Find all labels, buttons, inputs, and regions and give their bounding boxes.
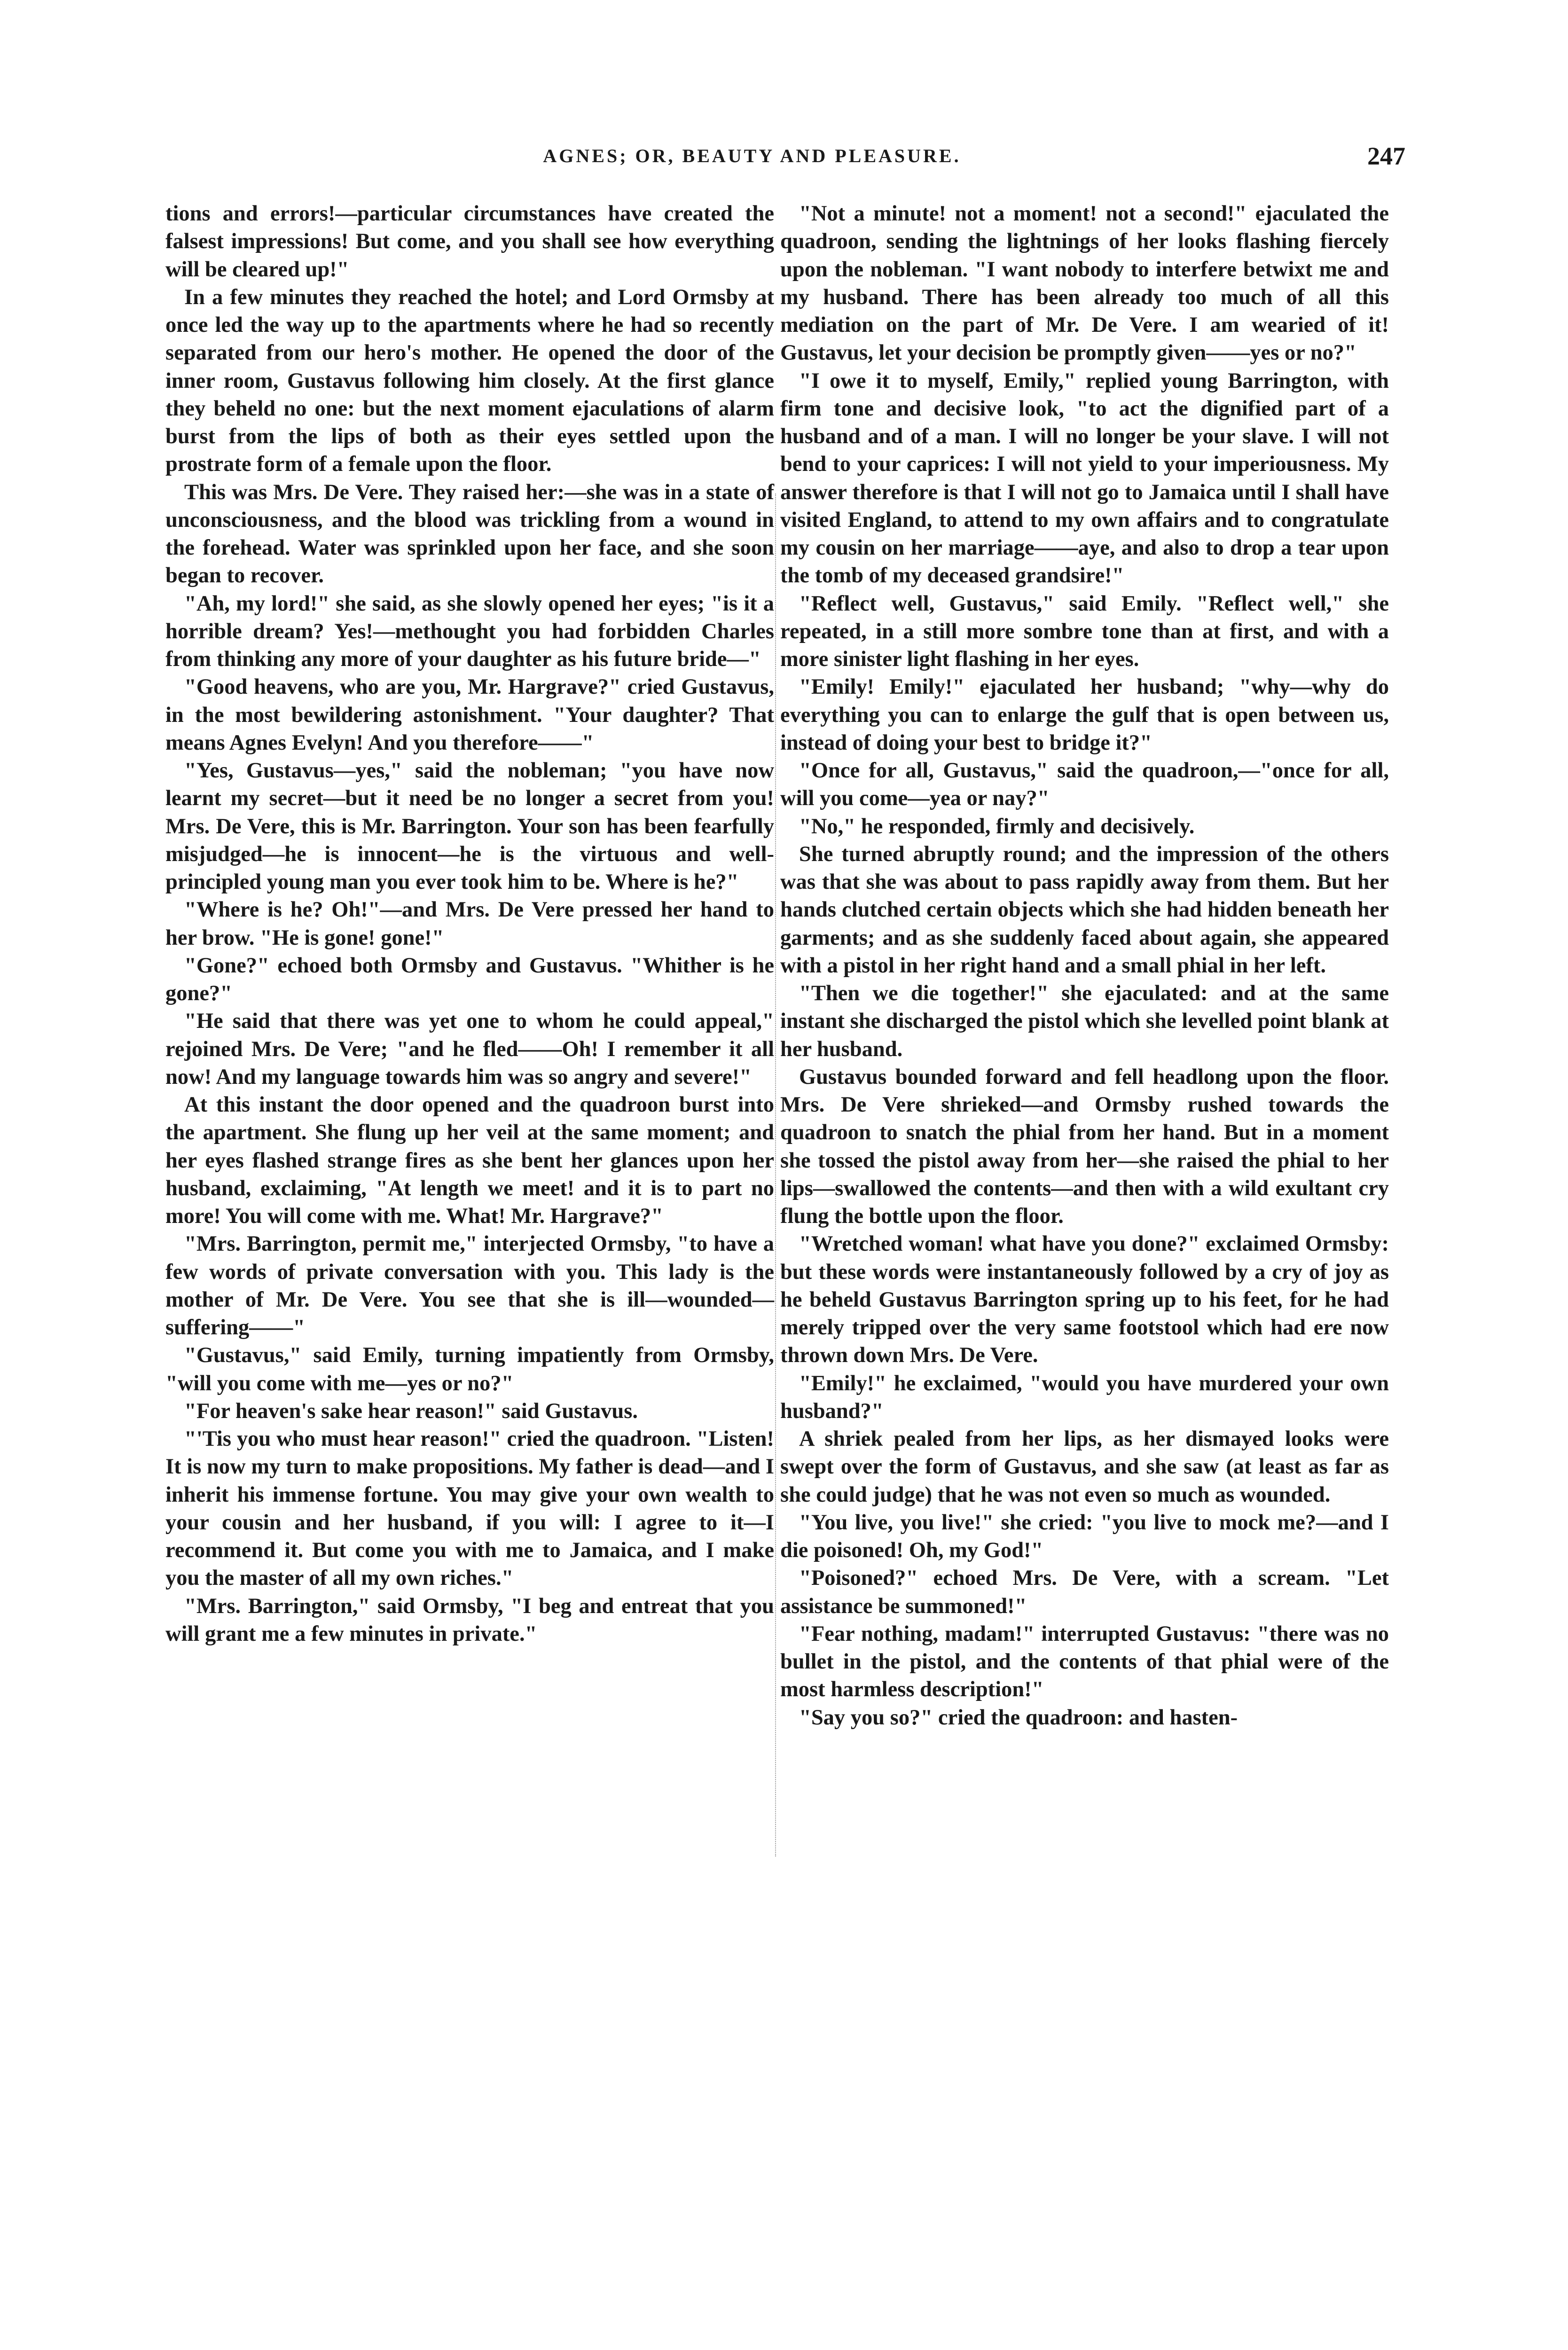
page-number: 247 xyxy=(1367,142,1405,170)
column-divider xyxy=(775,494,777,1856)
paragraph: "For heaven's sake hear reason!" said Gustavus. xyxy=(184,1399,638,1423)
paragraph: "Where is he? Oh!"—and Mrs. De Vere pressed her hand to her brow. "He is gone! gone!" xyxy=(165,898,774,950)
running-title: AGNES; OR, BEAUTY AND PLEASURE. xyxy=(543,145,961,166)
paragraph: "Emily! Emily!" ejaculated her husband; "why—why do everything you can to enlarge the gulf that is open between us, instead of doing your best to bridge it?" xyxy=(780,675,1389,755)
paragraph: "Wretched woman! what have you done?" exclaimed Ormsby: but these words were instantaneously followed by a cry of joy as he beheld Gustavus Barrington spring up to his feet, for he had merely tripped over the very same footstool which had ere now thrown down Mrs. De Vere. xyxy=(780,1232,1389,1368)
paragraph: "Gone?" echoed both Ormsby and Gustavus. "Whither is he gone?" xyxy=(165,953,774,1005)
paragraph: A shriek pealed from her lips, as her dismayed looks were swept over the form of Gustavus, and she saw (at least as far as she could judge) that he was not even so much as wounded. xyxy=(780,1427,1389,1507)
left-column xyxy=(165,200,774,1648)
paragraph: "Once for all, Gustavus," said the quadroon,—"once for all, will you come—yea or nay?" xyxy=(780,759,1389,811)
paragraph: "Good heavens, who are you, Mr. Hargrave?" cried Gustavus, in the most bewildering astonishment. "Your daughter? That means Agnes Evelyn! And you therefore——" xyxy=(165,675,774,755)
paragraph: "Mrs. Barrington, permit me," interjected Ormsby, "to have a few words of private conversation with you. This lady is the mother of Mr. De Vere. You see that she is ill—wounded—suffering——" xyxy=(165,1232,774,1340)
paragraph: "Then we die together!" she ejaculated: and at the same instant she discharged the pistol which she levelled point blank at her husband. xyxy=(780,981,1389,1061)
paragraph: "Mrs. Barrington," said Ormsby, "I beg and entreat that you will grant me a few minutes in private." xyxy=(165,1594,774,1646)
right-column xyxy=(780,200,1389,1731)
paragraph: This was Mrs. De Vere. They raised her:—she was in a state of unconsciousness, and the blood was trickling from a wound in the forehead. Water was sprinkled upon her face, and she soon began to recover. xyxy=(165,480,774,588)
paragraph: "Yes, Gustavus—yes," said the nobleman; "you have now learnt my secret—but it need be no longer a secret from you! Mrs. De Vere, this is Mr. Barrington. Your son has been fearfully misjudged—he is innocent—he is the virtuous and well-principled young man you ever took him to be. Where is he?" xyxy=(165,759,774,894)
paragraph: "Ah, my lord!" she said, as she slowly opened her eyes; "is it a horrible dream? Yes!—methought you had forbidden Charles from thinking any more of your daughter as his future bride—" xyxy=(165,591,774,671)
paragraph: "Poisoned?" echoed Mrs. De Vere, with a scream. "Let assistance be summoned!" xyxy=(780,1566,1389,1618)
paragraph: "No," he responded, firmly and decisively. xyxy=(799,814,1195,838)
paragraph: "Not a minute! not a moment! not a second!" ejaculated the quadroon, sending the lightnings of her looks flashing fiercely upon the nobleman. "I want nobody to interfere betwixt me and my husband. There has been already too much of all this mediation on the part of Mr. De Vere. I am wearied of it! Gustavus, let your decision be promptly given——yes or no?" xyxy=(780,202,1389,365)
paragraph: At this instant the door opened and the quadroon burst into the apartment. She flung up her veil at the same moment; and her eyes flashed strange fires as she bent her glances upon her husband, exclaiming, "At length we meet! and it is to part no more! You will come with me. What! Mr. Hargrave?" xyxy=(165,1093,774,1228)
paragraph: "You live, you live!" she cried: "you live to mock me?—and I die poisoned! Oh, my God!" xyxy=(780,1510,1389,1562)
paragraph: tions and errors!—particular circumstances have created the falsest impressions! But come, and you shall see how everything will be cleared up!" xyxy=(165,202,774,282)
paragraph: "Emily!" he exclaimed, "would you have murdered your own husband?" xyxy=(780,1371,1389,1423)
paragraph: Gustavus bounded forward and fell headlong upon the floor. Mrs. De Vere shrieked—and Ormsby rushed towards the quadroon to snatch the phial from her hand. But in a moment she tossed the pistol away from her—she raised the phial to her lips—swallowed the contents—and then with a wild exultant cry flung the bottle upon the floor. xyxy=(780,1065,1389,1228)
paragraph: "Reflect well, Gustavus," said Emily. "Reflect well," she repeated, in a still more sombre tone than at first, and with a more sinister light flashing in her eyes. xyxy=(780,591,1389,671)
paragraph: "'Tis you who must hear reason!" cried the quadroon. "Listen! It is now my turn to make propositions. My father is dead—and I inherit his immense fortune. You may give your own wealth to your cousin and her husband, if you will: I agree to it—I recommend it. But come you with me to Jamaica, and I make you the master of all my own riches." xyxy=(165,1427,774,1590)
paragraph: "He said that there was yet one to whom he could appeal," rejoined Mrs. De Vere; "and he fled——Oh! I remember it all now! And my language towards him was so angry and severe!" xyxy=(165,1009,774,1089)
page-header xyxy=(0,137,1568,175)
paragraph: She turned abruptly round; and the impression of the others was that she was about to pass rapidly away from them. But her hands clutched certain objects which she had hidden beneath her garments; and as she suddenly faced about again, she appeared with a pistol in her right hand and a small phial in her left. xyxy=(780,842,1389,978)
paragraph: In a few minutes they reached the hotel; and Lord Ormsby at once led the way up to the apartments where he had so recently separated from our hero's mother. He opened the door of the inner room, Gustavus following him closely. At the first glance they beheld no one: but the next moment ejaculations of alarm burst from the lips of both as their eyes settled upon the prostrate form of a female upon the floor. xyxy=(165,285,774,477)
paragraph: "Gustavus," said Emily, turning impatiently from Ormsby, "will you come with me—yes or no?" xyxy=(165,1343,774,1395)
paragraph: "Fear nothing, madam!" interrupted Gustavus: "there was no bullet in the pistol, and the contents of that phial were of the most harmless description!" xyxy=(780,1622,1389,1702)
paragraph: "I owe it to myself, Emily," replied young Barrington, with firm tone and decisive look, "to act the dignified part of a husband and of a man. I will no longer be your slave. I will not bend to your caprices: I will not yield to your imperiousness. My answer therefore is that I will not go to Jamaica until I shall have visited England, to attend to my own affairs and to congratulate my cousin on her marriage——aye, and also to drop a tear upon the tomb of my deceased grandsire!" xyxy=(780,368,1389,588)
paragraph: "Say you so?" cried the quadroon: and hasten- xyxy=(799,1705,1238,1730)
